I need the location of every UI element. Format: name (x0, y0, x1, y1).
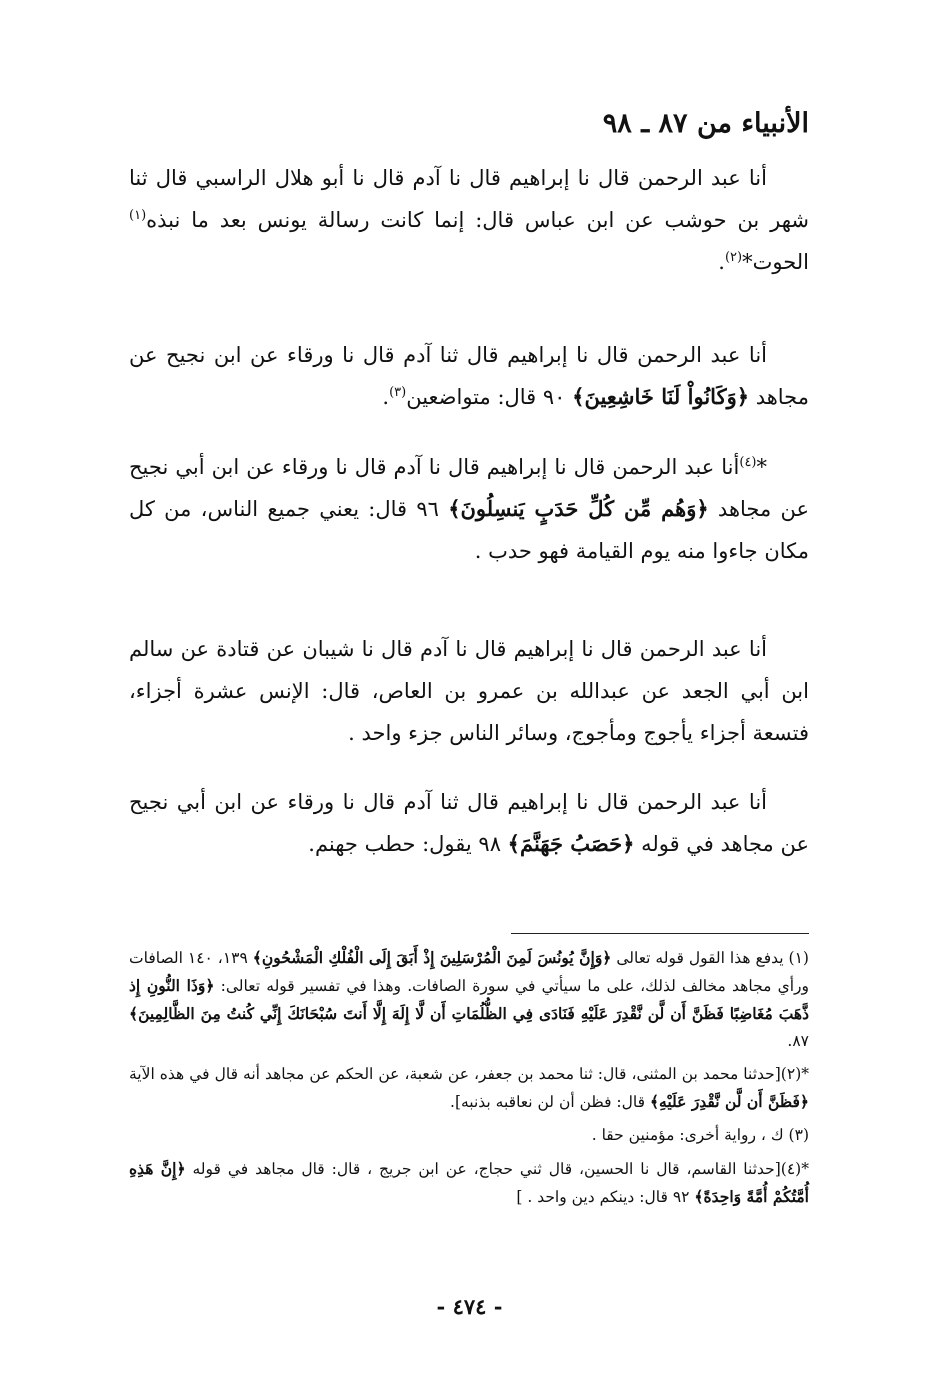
quran-verse: ﴿وَهُم مِّن كُلِّ حَدَبٍ يَنسِلُونَ﴾ (448, 496, 709, 521)
footnote-ref: (٢) (724, 250, 743, 265)
footnote-text-tail: ٨٧. (787, 1032, 809, 1050)
page-header (603, 108, 809, 139)
footnote-number: *(٢) (780, 1065, 809, 1083)
paragraph-5 (129, 781, 809, 865)
footnote-1 (129, 944, 809, 1055)
paragraph-end: . (718, 250, 725, 274)
paragraph-text: أنا عبد الرحمن قال نا إبراهيم قال نا آدم قال نا أبو هلال الراسبي قال ثنا شهر بن حوشب عن ابن عباس قال: إنما كانت رسالة يونس بعد ما نبذه (129, 166, 809, 232)
footnote-ref: (١) (129, 208, 147, 223)
paragraph-text-tail: الحوت* (742, 250, 809, 274)
paragraph-text-tail: ٩٠ قال: متواضعين (406, 385, 573, 409)
paragraph-end: . (382, 385, 390, 409)
footnote-number: (١) (788, 949, 809, 967)
footnote-text-tail: قال: فظن أن لن نعاقبه بذنبه]. (450, 1093, 650, 1111)
paragraph-text: أنا عبد الرحمن قال نا إبراهيم قال ثنا آدم قال نا ورقاء عن ابن نجيح عن مجاهد (129, 343, 809, 409)
footnote-number: (٣) (788, 1126, 809, 1144)
paragraph-text: أنا عبد الرحمن قال نا إبراهيم قال ثنا آدم قال نا ورقاء عن ابن أبي نجيح عن مجاهد في قوله (129, 790, 809, 856)
footnote-text: [حدثنا محمد بن المثنى، قال: ثنا محمد بن جعفر، عن شعبة، عن الحكم عن مجاهد أنه قال في هذه الآية (129, 1065, 781, 1083)
footnote-ref: (٣) (389, 385, 407, 400)
quran-verse: ﴿وَذَا النُّونِ إِذ ذَّهَبَ مُغَاضِبًا فَظَنَّ أَن لَّن نَّقْدِرَ عَلَيْهِ فَنَادَى فِي الظُّلُمَاتِ أَن لَّا إِلَهَ إِلَّا أَنتَ سُبْحَانَكَ إِنِّي كُنتُ مِنَ الظَّالِمِينَ﴾ (129, 976, 809, 1023)
paragraph-text-tail: ٩٦ قال: يعني جميع الناس، من كل مكان جاءوا منه يوم القيامة فهو حدب . (129, 497, 809, 563)
footnote-text-tail: ١٣٩، ١٤٠ الصافات ورأي مجاهد مخالف لذلك، على ما سيأتي في سورة الصافات. وهذا في تفسير قوله تعالى: (129, 949, 809, 995)
footnote-number: *(٤) (780, 1160, 809, 1178)
footnote-3 (129, 1122, 809, 1149)
footnote-text: ك ، رواية أخرى: مؤمنين حقا . (591, 1126, 789, 1144)
paragraph-4 (129, 628, 809, 754)
footnote-text: يدفع هذا القول قوله تعالى (611, 949, 789, 967)
paragraph-2 (129, 334, 809, 418)
page-number: - ٤٧٤ - (436, 1294, 503, 1319)
paragraph-text-tail: ٩٨ يقول: حطب جهنم. (308, 832, 508, 856)
quran-verse: ﴿حَصَبُ جَهَنَّمَ﴾ (507, 831, 635, 856)
footnotes (129, 944, 809, 1217)
quran-verse: ﴿إِنَّ هَذِهِ أُمَّتُكُمْ أُمَّةً وَاحِدَةً﴾ (129, 1159, 809, 1206)
page-title: الأنبياء من ٨٧ ـ ٩٨ (602, 108, 809, 139)
paragraph-text: أنا عبد الرحمن قال نا إبراهيم قال نا آدم قال نا ورقاء عن ابن أبي نجيح عن مجاهد (129, 455, 810, 521)
footnote-2 (129, 1061, 809, 1116)
footnote-divider (511, 933, 809, 934)
quran-verse: ﴿وَإِنَّ يُونُسَ لَمِنَ الْمُرْسَلِينَ إِذْ أَبَقَ إِلَى الْفُلْكِ الْمَشْحُونِ﴾ (252, 948, 612, 967)
paragraph-text: أنا عبد الرحمن قال نا إبراهيم قال نا آدم قال نا شيبان عن قتادة عن سالم ابن أبي الجعد عن عبدالله بن عمرو بن العاص، قال: الإنس عشرة أجزاء، فتسعة أجزاء يأجوج ومأجوج، وسائر الناس جزء واحد . (129, 637, 809, 745)
footnote-4 (129, 1155, 809, 1211)
quran-verse: ﴿وَكَانُواْ لَنَا خَاشِعِينَ﴾ (572, 384, 750, 409)
footnote-text-tail: ٩٢ قال: دينكم دين واحد . ] (516, 1188, 695, 1206)
paragraph-1 (129, 157, 809, 283)
paragraph-3 (129, 446, 809, 572)
quran-verse: ﴿فَظَنَّ أَن لَّن نَّقْدِرَ عَلَيْهِ﴾ (649, 1092, 809, 1111)
marker-asterisk: * (756, 455, 767, 479)
footnote-ref: (٤) (739, 455, 757, 470)
footnote-text: [حدثنا القاسم، قال نا الحسين، قال ثني حجاج، عن ابن جريج ، قال: قال مجاهد في قوله (185, 1160, 781, 1178)
